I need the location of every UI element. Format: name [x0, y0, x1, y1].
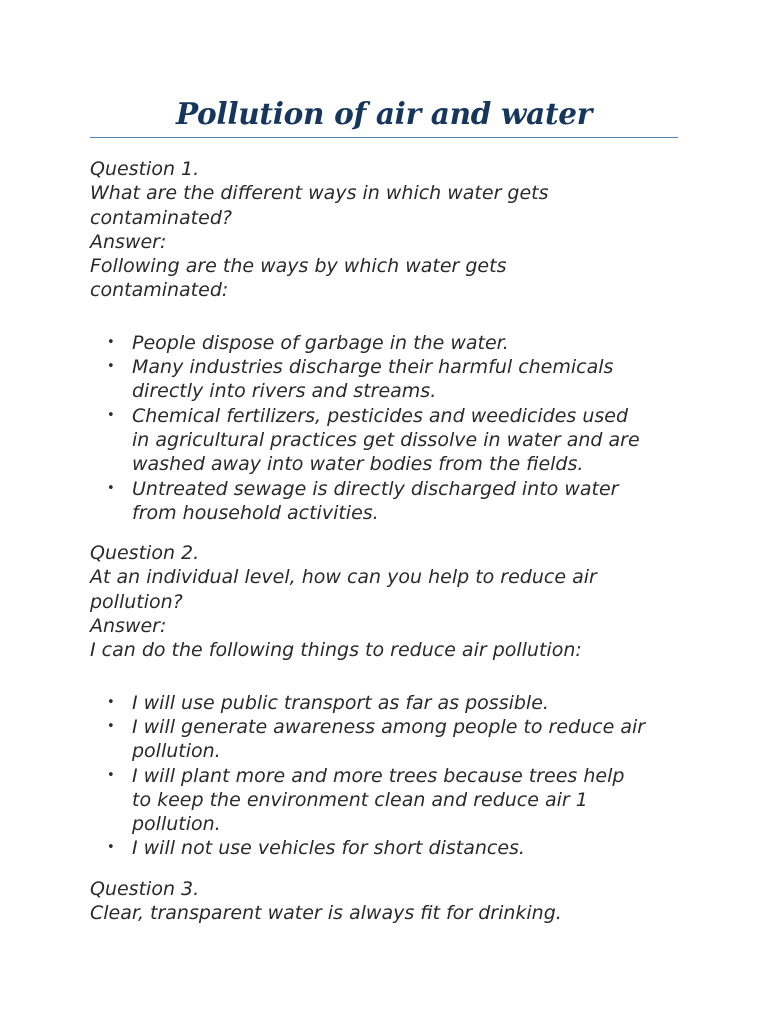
answer-1-label: Answer:	[90, 230, 167, 253]
question-3	[90, 877, 678, 926]
answer-1-intro-line-2: contaminated:	[90, 279, 229, 302]
document-title: Pollution of air and water	[175, 96, 593, 131]
question-1	[90, 157, 678, 525]
question-2	[90, 541, 678, 861]
list-item-line: washed away into water bodies from the fields.	[132, 453, 584, 476]
list-item	[90, 331, 678, 355]
list-item	[90, 404, 678, 477]
answer-1-intro-line-1: Following are the ways by which water gets	[90, 255, 507, 278]
list-item-line: Many industries discharge their harmful chemicals	[132, 356, 614, 379]
bullet-icon: •	[107, 407, 115, 423]
answer-2-label: Answer:	[90, 615, 167, 638]
list-item-line: I will generate awareness among people to reduce air	[132, 715, 646, 738]
question-2-text-line-2: pollution?	[90, 590, 183, 613]
answer-2-intro-line-1: I can do the following things to reduce air pollution:	[90, 639, 582, 662]
answer-2-bullet-list	[90, 691, 678, 861]
question-1-text-line-2: contaminated?	[90, 206, 232, 229]
bullet-icon: •	[107, 359, 115, 375]
question-3-label: Question 3.	[90, 877, 200, 900]
answer-1-bullet-list	[90, 331, 678, 525]
question-3-text-line-1: Clear, transparent water is always fit for drinking.	[90, 902, 562, 925]
bullet-icon: •	[107, 334, 115, 350]
question-1-label: Question 1.	[90, 158, 200, 180]
list-item-line: pollution.	[132, 740, 221, 763]
document-page	[90, 92, 678, 925]
list-item	[90, 355, 678, 404]
list-item-line: Chemical fertilizers, pesticides and weedicides used	[132, 404, 629, 427]
list-item	[90, 764, 678, 837]
list-item	[90, 715, 678, 764]
list-item	[90, 836, 678, 860]
list-item-line: I will plant more and more trees because trees help	[132, 764, 625, 787]
bullet-icon: •	[107, 694, 115, 710]
list-item-line: I will use public transport as far as possible.	[132, 691, 549, 714]
list-item	[90, 477, 678, 526]
list-item-line: directly into rivers and streams.	[132, 380, 437, 403]
bullet-icon: •	[107, 767, 115, 783]
list-item-line: from household activities.	[132, 501, 379, 524]
list-item-line: pollution.	[132, 813, 221, 836]
question-1-text-line-1: What are the different ways in which water gets	[90, 182, 549, 205]
bullet-icon: •	[107, 718, 115, 734]
list-item-line: People dispose of garbage in the water.	[132, 331, 509, 354]
list-item	[90, 691, 678, 715]
list-item-line: in agricultural practices get dissolve in water and are	[132, 428, 640, 451]
question-2-text-line-1: At an individual level, how can you help to reduce air	[90, 566, 597, 589]
bullet-icon: •	[107, 840, 115, 856]
list-item-line: to keep the environment clean and reduce air 1	[132, 788, 588, 811]
title-divider	[90, 137, 678, 138]
question-2-label: Question 2.	[90, 542, 200, 565]
list-item-line: I will not use vehicles for short distances.	[132, 837, 525, 860]
bullet-icon: •	[107, 480, 115, 496]
list-item-line: Untreated sewage is directly discharged into water	[132, 477, 619, 500]
